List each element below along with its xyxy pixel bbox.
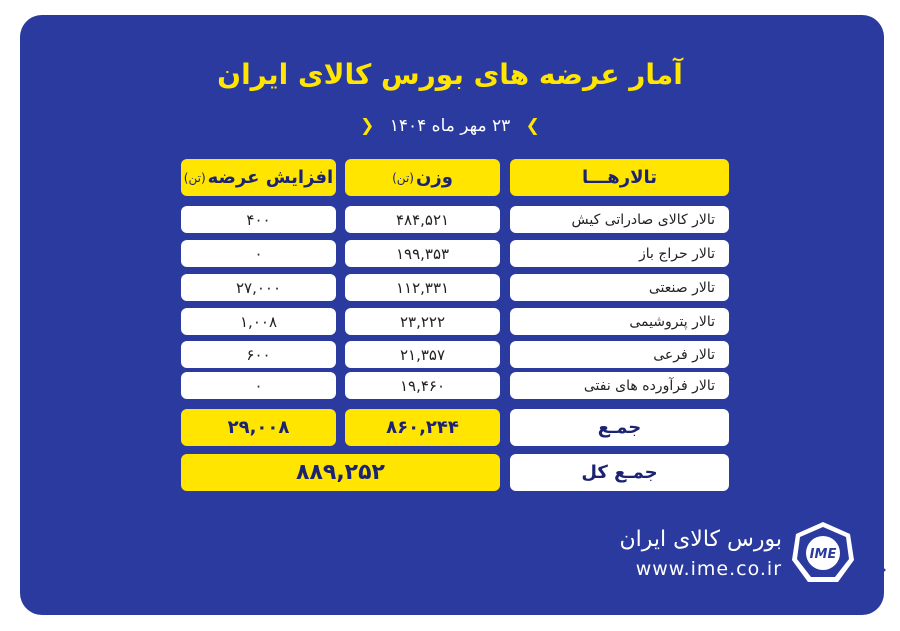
row-hall-cell: تالار فرآورده های نفتی — [510, 372, 729, 399]
header-increase — [181, 159, 336, 196]
header-increase-label: افزایش عرضه — [207, 167, 334, 188]
chevron-right-icon: ❯ — [525, 116, 540, 136]
row-increase-cell: ۴۰۰ — [181, 206, 336, 233]
row-increase-cell: ۲۷,۰۰۰ — [181, 274, 336, 301]
page-title: آمار عرضه های بورس کالای ایران — [217, 58, 683, 91]
row-increase-cell: ۱,۰۰۸ — [181, 308, 336, 335]
header-weight-unit: (تن) — [392, 170, 414, 185]
row-weight-cell: ۱۹۹,۳۵۳ — [345, 240, 500, 267]
row-hall-cell: تالار پتروشیمی — [510, 308, 729, 335]
row-weight-cell: ۴۸۴,۵۲۱ — [345, 206, 500, 233]
row-weight-cell: ۲۳,۲۲۲ — [345, 308, 500, 335]
footer-url: www.ime.co.ir — [635, 558, 782, 580]
row-weight-cell: ۱۹,۴۶۰ — [345, 372, 500, 399]
total-label: جمـع — [510, 409, 729, 446]
row-hall-cell: تالار فرعی — [510, 341, 729, 368]
total-increase: ۲۹,۰۰۸ — [181, 409, 336, 446]
grand-total-label: جمـع کل — [510, 454, 729, 491]
card-notch — [862, 548, 886, 592]
header-increase-unit: (تن) — [183, 170, 206, 185]
header-halls — [510, 159, 729, 196]
header-halls-label: تالارهـــا — [582, 167, 657, 188]
header-weight-label: وزن — [415, 167, 453, 188]
header-weight — [345, 159, 500, 196]
footer-org-name: بورس کالای ایران — [619, 527, 782, 552]
row-weight-cell: ۲۱,۳۵۷ — [345, 341, 500, 368]
row-hall-cell: تالار حراج باز — [510, 240, 729, 267]
ime-logo-icon — [790, 520, 856, 586]
logo-text: IME — [809, 547, 837, 562]
chevron-left-icon: ❮ — [360, 116, 375, 136]
row-hall-cell: تالار صنعتی — [510, 274, 729, 301]
row-increase-cell: ۰ — [181, 240, 336, 267]
row-hall-cell: تالار کالای صادراتی کیش — [510, 206, 729, 233]
grand-total-value: ۸۸۹,۲۵۲ — [181, 454, 500, 491]
date-line — [0, 116, 900, 136]
row-increase-cell: ۰ — [181, 372, 336, 399]
total-weight: ۸۶۰,۲۴۴ — [345, 409, 500, 446]
date-text: ۲۳ مهر ماه ۱۴۰۴ — [389, 116, 511, 136]
row-weight-cell: ۱۱۲,۳۳۱ — [345, 274, 500, 301]
row-increase-cell: ۶۰۰ — [181, 341, 336, 368]
